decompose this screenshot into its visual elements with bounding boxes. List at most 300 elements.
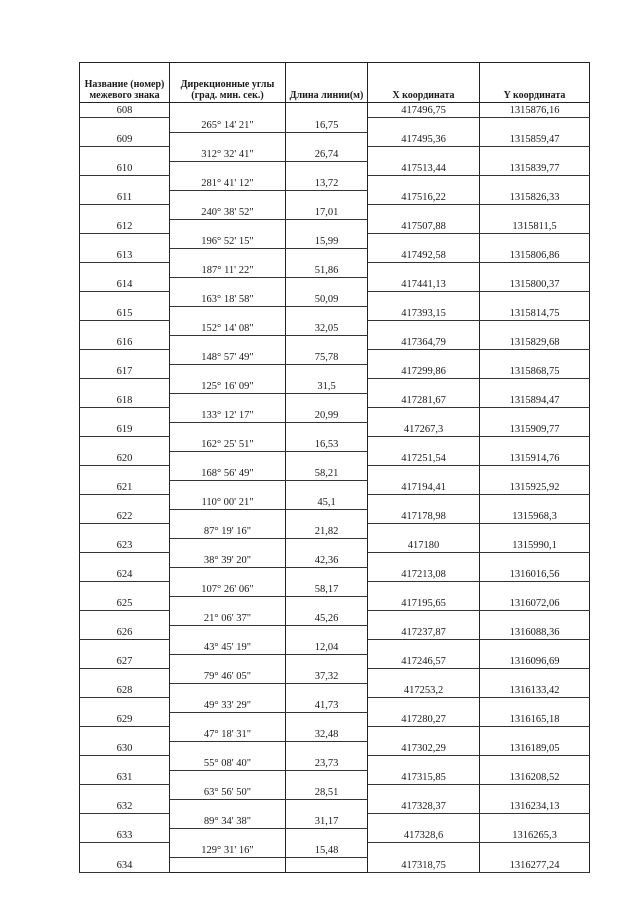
empty-cell (170, 335, 286, 350)
x-coordinate-cell: 417328,6 (368, 828, 480, 843)
point-row (80, 103, 590, 118)
segment-row (80, 408, 590, 423)
marker-name-cell: 608 (80, 103, 170, 118)
empty-cell (170, 393, 286, 408)
line-length-cell: 51,86 (286, 263, 368, 278)
empty-cell (286, 741, 368, 756)
empty-cell (286, 132, 368, 147)
empty-cell (480, 669, 590, 684)
segment-row (80, 611, 590, 626)
segment-row (80, 727, 590, 742)
point-row (80, 857, 590, 872)
direction-angle-cell: 43° 45' 19" (170, 640, 286, 655)
x-coordinate-cell: 417507,88 (368, 219, 480, 234)
segment-row (80, 640, 590, 655)
line-length-cell: 15,99 (286, 234, 368, 249)
direction-angle-cell: 281° 41' 12" (170, 176, 286, 191)
empty-cell (80, 582, 170, 597)
point-row (80, 364, 590, 379)
y-coordinate-cell: 1315876,16 (480, 103, 590, 118)
y-coordinate-cell: 1315868,75 (480, 364, 590, 379)
empty-cell (286, 625, 368, 640)
empty-cell (480, 524, 590, 539)
x-coordinate-cell: 417280,27 (368, 712, 480, 727)
empty-cell (480, 147, 590, 162)
segment-row (80, 437, 590, 452)
y-coordinate-cell: 1315800,37 (480, 277, 590, 292)
empty-cell (286, 161, 368, 176)
line-length-cell: 37,32 (286, 669, 368, 684)
point-row (80, 393, 590, 408)
direction-angle-cell: 129° 31' 16" (170, 843, 286, 858)
empty-cell (368, 843, 480, 858)
direction-angle-cell: 63° 56' 50" (170, 785, 286, 800)
y-coordinate-cell: 1315859,47 (480, 132, 590, 147)
empty-cell (80, 263, 170, 278)
segment-row (80, 495, 590, 510)
segment-row (80, 582, 590, 597)
empty-cell (170, 712, 286, 727)
empty-cell (286, 219, 368, 234)
empty-cell (170, 364, 286, 379)
empty-cell (286, 190, 368, 205)
x-coordinate-cell: 417318,75 (368, 857, 480, 872)
empty-cell (286, 306, 368, 321)
empty-cell (368, 437, 480, 452)
direction-angle-cell: 168° 56' 49" (170, 466, 286, 481)
x-coordinate-cell: 417178,98 (368, 509, 480, 524)
point-row (80, 161, 590, 176)
line-length-cell: 50,09 (286, 292, 368, 307)
empty-cell (368, 698, 480, 713)
marker-name-cell: 618 (80, 393, 170, 408)
point-row (80, 625, 590, 640)
empty-cell (480, 756, 590, 771)
line-length-cell: 42,36 (286, 553, 368, 568)
direction-angle-cell: 107° 26' 06" (170, 582, 286, 597)
empty-cell (80, 176, 170, 191)
empty-cell (480, 611, 590, 626)
segment-row (80, 321, 590, 336)
marker-name-cell: 628 (80, 683, 170, 698)
segment-row (80, 785, 590, 800)
table-body (80, 103, 590, 873)
segment-row (80, 292, 590, 307)
empty-cell (368, 582, 480, 597)
empty-cell (368, 147, 480, 162)
direction-angle-cell: 125° 16' 09" (170, 379, 286, 394)
empty-cell (80, 495, 170, 510)
point-row (80, 132, 590, 147)
y-coordinate-cell: 1316265,3 (480, 828, 590, 843)
point-row (80, 480, 590, 495)
empty-cell (368, 466, 480, 481)
y-coordinate-cell: 1316133,42 (480, 683, 590, 698)
direction-angle-cell: 49° 33' 29" (170, 698, 286, 713)
direction-angle-cell: 110° 00' 21" (170, 495, 286, 510)
y-coordinate-cell: 1316234,13 (480, 799, 590, 814)
line-length-cell: 12,04 (286, 640, 368, 655)
x-coordinate-cell: 417213,08 (368, 567, 480, 582)
empty-cell (368, 640, 480, 655)
marker-name-cell: 626 (80, 625, 170, 640)
line-length-cell: 26,74 (286, 147, 368, 162)
line-length-cell: 58,17 (286, 582, 368, 597)
x-coordinate-cell: 417516,22 (368, 190, 480, 205)
line-length-cell: 15,48 (286, 843, 368, 858)
y-coordinate-cell: 1316208,52 (480, 770, 590, 785)
marker-name-cell: 625 (80, 596, 170, 611)
empty-cell (170, 596, 286, 611)
empty-cell (80, 698, 170, 713)
point-row (80, 828, 590, 843)
point-row (80, 567, 590, 582)
line-length-cell: 45,1 (286, 495, 368, 510)
x-coordinate-cell: 417315,85 (368, 770, 480, 785)
empty-cell (170, 161, 286, 176)
empty-cell (286, 393, 368, 408)
empty-cell (170, 828, 286, 843)
empty-cell (80, 785, 170, 800)
empty-cell (368, 321, 480, 336)
empty-cell (286, 770, 368, 785)
point-row (80, 654, 590, 669)
empty-cell (286, 538, 368, 553)
empty-cell (368, 408, 480, 423)
segment-row (80, 379, 590, 394)
empty-cell (286, 683, 368, 698)
header-direction-angle: Дирекционные углы (град. мин. сек.) (170, 63, 286, 103)
y-coordinate-cell: 1315909,77 (480, 422, 590, 437)
empty-cell (80, 379, 170, 394)
empty-cell (80, 292, 170, 307)
x-coordinate-cell: 417237,87 (368, 625, 480, 640)
empty-cell (170, 306, 286, 321)
direction-angle-cell: 152° 14' 08" (170, 321, 286, 336)
marker-name-cell: 619 (80, 422, 170, 437)
marker-name-cell: 624 (80, 567, 170, 582)
empty-cell (286, 596, 368, 611)
y-coordinate-cell: 1315826,33 (480, 190, 590, 205)
marker-name-cell: 617 (80, 364, 170, 379)
empty-cell (80, 611, 170, 626)
marker-name-cell: 613 (80, 248, 170, 263)
empty-cell (286, 248, 368, 263)
marker-name-cell: 610 (80, 161, 170, 176)
marker-name-cell: 621 (80, 480, 170, 495)
line-length-cell: 21,82 (286, 524, 368, 539)
empty-cell (368, 205, 480, 220)
empty-cell (80, 466, 170, 481)
empty-cell (80, 408, 170, 423)
empty-cell (368, 756, 480, 771)
empty-cell (170, 190, 286, 205)
direction-angle-cell: 87° 19' 16" (170, 524, 286, 539)
empty-cell (368, 727, 480, 742)
empty-cell (480, 408, 590, 423)
point-row (80, 190, 590, 205)
line-length-cell: 13,72 (286, 176, 368, 191)
empty-cell (480, 292, 590, 307)
line-length-cell: 23,73 (286, 756, 368, 771)
empty-cell (80, 524, 170, 539)
empty-cell (170, 538, 286, 553)
direction-angle-cell: 38° 39' 20" (170, 553, 286, 568)
point-row (80, 277, 590, 292)
x-coordinate-cell: 417496,75 (368, 103, 480, 118)
point-row (80, 741, 590, 756)
table-header-row (80, 63, 590, 103)
direction-angle-cell: 196° 52' 15" (170, 234, 286, 249)
segment-row (80, 756, 590, 771)
empty-cell (368, 234, 480, 249)
segment-row (80, 814, 590, 829)
empty-cell (480, 118, 590, 133)
point-row (80, 509, 590, 524)
segment-row (80, 350, 590, 365)
direction-angle-cell: 47° 18' 31" (170, 727, 286, 742)
line-length-cell: 32,05 (286, 321, 368, 336)
empty-cell (480, 379, 590, 394)
marker-name-cell: 634 (80, 857, 170, 872)
empty-cell (80, 814, 170, 829)
line-length-cell: 28,51 (286, 785, 368, 800)
y-coordinate-cell: 1315829,68 (480, 335, 590, 350)
empty-cell (286, 103, 368, 118)
empty-cell (286, 364, 368, 379)
y-coordinate-cell: 1315839,77 (480, 161, 590, 176)
segment-row (80, 147, 590, 162)
segment-row (80, 553, 590, 568)
empty-cell (170, 422, 286, 437)
empty-cell (80, 205, 170, 220)
empty-cell (368, 553, 480, 568)
direction-angle-cell: 240° 38' 52" (170, 205, 286, 220)
empty-cell (170, 480, 286, 495)
empty-cell (286, 828, 368, 843)
x-coordinate-cell: 417251,54 (368, 451, 480, 466)
direction-angle-cell: 265° 14' 21" (170, 118, 286, 133)
marker-name-cell: 632 (80, 799, 170, 814)
empty-cell (170, 248, 286, 263)
empty-cell (368, 495, 480, 510)
marker-name-cell: 633 (80, 828, 170, 843)
direction-angle-cell: 163° 18' 58" (170, 292, 286, 307)
empty-cell (170, 625, 286, 640)
y-coordinate-cell: 1316189,05 (480, 741, 590, 756)
coordinates-table (79, 62, 590, 873)
empty-cell (286, 277, 368, 292)
x-coordinate-cell: 417495,36 (368, 132, 480, 147)
y-coordinate-cell: 1315894,47 (480, 393, 590, 408)
line-length-cell: 32,48 (286, 727, 368, 742)
empty-cell (480, 843, 590, 858)
empty-cell (480, 350, 590, 365)
x-coordinate-cell: 417513,44 (368, 161, 480, 176)
point-row (80, 712, 590, 727)
y-coordinate-cell: 1315914,76 (480, 451, 590, 466)
y-coordinate-cell: 1316096,69 (480, 654, 590, 669)
empty-cell (368, 669, 480, 684)
empty-cell (368, 524, 480, 539)
empty-cell (480, 205, 590, 220)
empty-cell (170, 103, 286, 118)
line-length-cell: 41,73 (286, 698, 368, 713)
direction-angle-cell: 55° 08' 40" (170, 756, 286, 771)
line-length-cell: 45,26 (286, 611, 368, 626)
point-row (80, 422, 590, 437)
y-coordinate-cell: 1315811,5 (480, 219, 590, 234)
y-coordinate-cell: 1315925,92 (480, 480, 590, 495)
y-coordinate-cell: 1316016,56 (480, 567, 590, 582)
point-row (80, 770, 590, 785)
empty-cell (368, 611, 480, 626)
empty-cell (368, 118, 480, 133)
y-coordinate-cell: 1315968,3 (480, 509, 590, 524)
point-row (80, 799, 590, 814)
empty-cell (368, 176, 480, 191)
segment-row (80, 843, 590, 858)
empty-cell (480, 263, 590, 278)
empty-cell (80, 669, 170, 684)
point-row (80, 306, 590, 321)
empty-cell (80, 350, 170, 365)
empty-cell (480, 321, 590, 336)
empty-cell (170, 277, 286, 292)
point-row (80, 451, 590, 466)
empty-cell (170, 799, 286, 814)
line-length-cell: 31,17 (286, 814, 368, 829)
direction-angle-cell: 89° 34' 38" (170, 814, 286, 829)
empty-cell (286, 799, 368, 814)
point-row (80, 596, 590, 611)
marker-name-cell: 620 (80, 451, 170, 466)
x-coordinate-cell: 417364,79 (368, 335, 480, 350)
empty-cell (170, 741, 286, 756)
point-row (80, 335, 590, 350)
x-coordinate-cell: 417299,86 (368, 364, 480, 379)
empty-cell (480, 553, 590, 568)
empty-cell (170, 770, 286, 785)
point-row (80, 538, 590, 553)
empty-cell (80, 147, 170, 162)
empty-cell (286, 422, 368, 437)
marker-name-cell: 622 (80, 509, 170, 524)
line-length-cell: 20,99 (286, 408, 368, 423)
segment-row (80, 263, 590, 278)
x-coordinate-cell: 417492,58 (368, 248, 480, 263)
line-length-cell: 17,01 (286, 205, 368, 220)
empty-cell (170, 509, 286, 524)
empty-cell (170, 683, 286, 698)
empty-cell (368, 814, 480, 829)
empty-cell (170, 857, 286, 872)
empty-cell (80, 234, 170, 249)
y-coordinate-cell: 1316072,06 (480, 596, 590, 611)
marker-name-cell: 631 (80, 770, 170, 785)
marker-name-cell: 629 (80, 712, 170, 727)
line-length-cell: 16,75 (286, 118, 368, 133)
empty-cell (80, 727, 170, 742)
marker-name-cell: 623 (80, 538, 170, 553)
marker-name-cell: 630 (80, 741, 170, 756)
x-coordinate-cell: 417328,37 (368, 799, 480, 814)
x-coordinate-cell: 417281,67 (368, 393, 480, 408)
empty-cell (286, 509, 368, 524)
line-length-cell: 31,5 (286, 379, 368, 394)
empty-cell (80, 437, 170, 452)
line-length-cell: 58,21 (286, 466, 368, 481)
empty-cell (480, 495, 590, 510)
y-coordinate-cell: 1315806,86 (480, 248, 590, 263)
header-x-coordinate: X координата (368, 63, 480, 103)
marker-name-cell: 627 (80, 654, 170, 669)
marker-name-cell: 615 (80, 306, 170, 321)
empty-cell (170, 132, 286, 147)
empty-cell (368, 263, 480, 278)
empty-cell (480, 176, 590, 191)
segment-row (80, 698, 590, 713)
empty-cell (480, 582, 590, 597)
empty-cell (80, 843, 170, 858)
direction-angle-cell: 162° 25' 51" (170, 437, 286, 452)
y-coordinate-cell: 1315814,75 (480, 306, 590, 321)
x-coordinate-cell: 417195,65 (368, 596, 480, 611)
line-length-cell: 75,78 (286, 350, 368, 365)
line-length-cell: 16,53 (286, 437, 368, 452)
x-coordinate-cell: 417253,2 (368, 683, 480, 698)
x-coordinate-cell: 417246,57 (368, 654, 480, 669)
y-coordinate-cell: 1316165,18 (480, 712, 590, 727)
x-coordinate-cell: 417194,41 (368, 480, 480, 495)
marker-name-cell: 611 (80, 190, 170, 205)
x-coordinate-cell: 417267,3 (368, 422, 480, 437)
marker-name-cell: 616 (80, 335, 170, 350)
empty-cell (286, 567, 368, 582)
empty-cell (286, 857, 368, 872)
empty-cell (480, 785, 590, 800)
empty-cell (368, 785, 480, 800)
marker-name-cell: 609 (80, 132, 170, 147)
marker-name-cell: 614 (80, 277, 170, 292)
empty-cell (480, 727, 590, 742)
empty-cell (480, 814, 590, 829)
y-coordinate-cell: 1316277,24 (480, 857, 590, 872)
segment-row (80, 118, 590, 133)
direction-angle-cell: 21° 06' 37" (170, 611, 286, 626)
empty-cell (80, 118, 170, 133)
segment-row (80, 176, 590, 191)
empty-cell (480, 698, 590, 713)
x-coordinate-cell: 417393,15 (368, 306, 480, 321)
empty-cell (480, 437, 590, 452)
direction-angle-cell: 148° 57' 49" (170, 350, 286, 365)
header-y-coordinate: Y координата (480, 63, 590, 103)
direction-angle-cell: 133° 12' 17" (170, 408, 286, 423)
empty-cell (480, 640, 590, 655)
empty-cell (170, 451, 286, 466)
header-line-length: Длина линии(м) (286, 63, 368, 103)
empty-cell (170, 219, 286, 234)
segment-row (80, 669, 590, 684)
point-row (80, 219, 590, 234)
direction-angle-cell: 312° 32' 41" (170, 147, 286, 162)
direction-angle-cell: 79° 46' 05" (170, 669, 286, 684)
marker-name-cell: 612 (80, 219, 170, 234)
segment-row (80, 524, 590, 539)
empty-cell (480, 234, 590, 249)
empty-cell (480, 466, 590, 481)
